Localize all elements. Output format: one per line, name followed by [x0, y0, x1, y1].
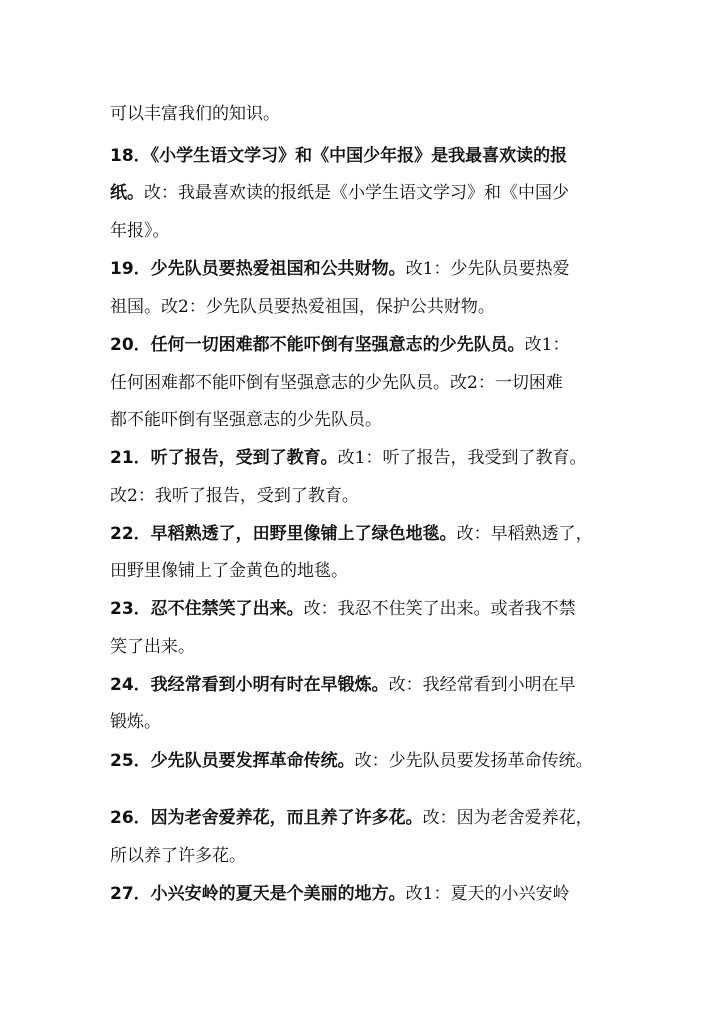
sentence-error: 20．任何一切困难都不能吓倒有坚强意志的少先队员。 — [110, 335, 525, 355]
sentence-text: 改1：少先队员要热爱 — [405, 259, 570, 279]
sentence-text: 改1：夏天的小兴安岭 — [405, 884, 570, 904]
sentence-error: 19．少先队员要热爱祖国和公共财物。 — [110, 259, 406, 279]
sentence-text: 都不能吓倒有坚强意志的少先队员。 — [110, 410, 382, 430]
sentence-text: 改1： — [524, 335, 570, 355]
text-line — [110, 807, 593, 829]
sentence-text: 改1：听了报告，我受到了教育。 — [337, 448, 587, 468]
sentence-text: 可以丰富我们的知识。 — [110, 104, 280, 124]
sentence-error: 27．小兴安岭的夏天是个美丽的地方。 — [110, 884, 406, 904]
sentence-text: 改2：我听了报告，受到了教育。 — [110, 486, 359, 506]
sentence-text: 改：因为老舍爱养花， — [422, 808, 593, 828]
text-line — [110, 220, 170, 242]
text-line — [110, 409, 382, 431]
sentence-error: 18．《小学生语文学习》和《中国少年报》是我最喜欢读的报 — [110, 146, 568, 166]
text-line — [110, 447, 587, 469]
text-line — [110, 711, 161, 733]
text-line — [110, 560, 348, 582]
sentence-error: 纸。 — [110, 183, 144, 203]
sentence-error: 22．早稻熟透了，田野里像铺上了绿色地毯。 — [110, 524, 457, 544]
sentence-text: 改：我经常看到小明在早 — [388, 675, 576, 695]
text-line — [110, 674, 576, 696]
text-line — [110, 145, 567, 167]
sentence-text: 改：我忍不住笑了出来。或者我不禁 — [303, 599, 576, 619]
text-line — [110, 182, 569, 204]
text-line — [110, 636, 195, 658]
sentence-text: 年报》。 — [110, 221, 170, 241]
text-line — [110, 258, 570, 280]
sentence-error: 21．听了报告，受到了教育。 — [110, 448, 338, 468]
sentence-text: 改：少先队员要发扬革命传统。 — [354, 751, 593, 771]
text-line — [110, 845, 246, 867]
text-line — [110, 750, 593, 772]
text-line — [110, 372, 563, 394]
text-line — [110, 883, 570, 905]
sentence-text: 改：我最喜欢读的报纸是《小学生语文学习》和《中国少 — [144, 183, 569, 203]
sentence-text: 笑了出来。 — [110, 637, 195, 657]
sentence-text: 所以养了许多花。 — [110, 846, 246, 866]
sentence-text: 改：早稻熟透了， — [456, 524, 593, 544]
sentence-error: 26．因为老舍爱养花，而且养了许多花。 — [110, 808, 423, 828]
sentence-text: 锻炼。 — [110, 712, 161, 732]
sentence-error: 24．我经常看到小明有时在早锻炼。 — [110, 675, 389, 695]
text-line — [110, 598, 576, 620]
sentence-error: 23．忍不住禁笑了出来。 — [110, 599, 304, 619]
sentence-text: 祖国。改2：少先队员要热爱祖国，保护公共财物。 — [110, 297, 495, 317]
text-line — [110, 103, 280, 125]
text-line — [110, 523, 593, 545]
text-line — [110, 296, 495, 318]
sentence-error: 25．少先队员要发挥革命传统。 — [110, 751, 355, 771]
text-line — [110, 485, 359, 507]
sentence-text: 田野里像铺上了金黄色的地毯。 — [110, 561, 348, 581]
text-line — [110, 334, 569, 356]
sentence-text: 任何困难都不能吓倒有坚强意志的少先队员。改2：一切困难 — [110, 373, 563, 393]
